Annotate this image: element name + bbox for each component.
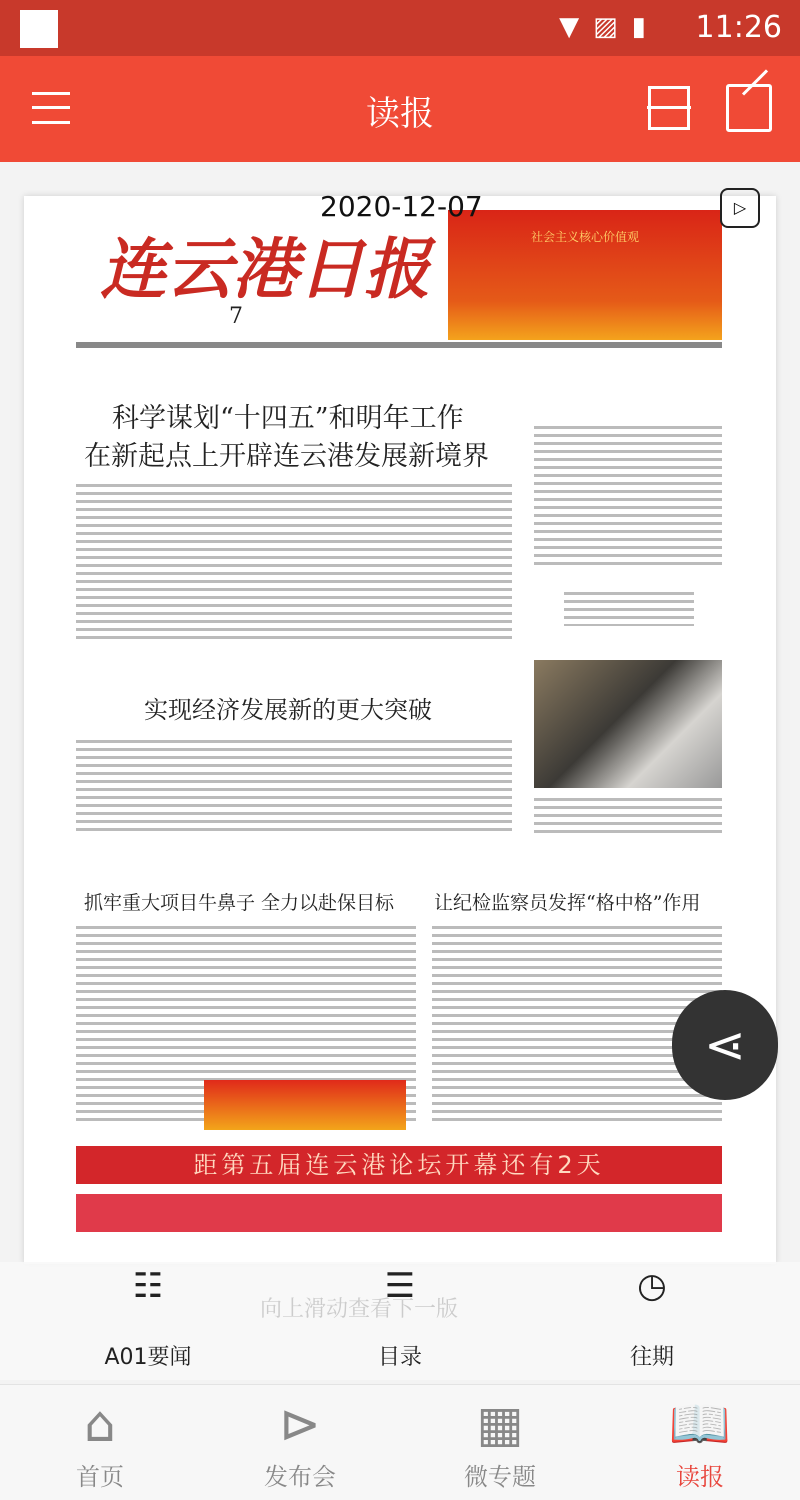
issue-date: 2020-12-07 (320, 190, 483, 223)
article-text[interactable] (534, 426, 722, 566)
book-icon: 📖 (668, 1395, 732, 1453)
tab-home[interactable] (0, 1391, 200, 1492)
swipe-hint: 向上滑动查看下一版 (260, 1297, 459, 1322)
ad-box (204, 1080, 406, 1130)
headline[interactable]: 在新起点上开辟连云港发展新境界 (84, 441, 489, 472)
bottom-nav (0, 1384, 800, 1500)
page-title: 读报 (366, 94, 434, 134)
bank-ad (76, 1194, 722, 1232)
external-edit-icon[interactable] (726, 84, 772, 132)
play-button[interactable]: ▷ (720, 188, 760, 228)
menu-list-icon: ☰ (384, 1266, 416, 1306)
page-tools (0, 1262, 800, 1380)
share-icon: ⋖ (704, 1016, 746, 1074)
article-text[interactable] (534, 798, 722, 838)
scan-icon[interactable] (648, 86, 690, 130)
clock-icon: ◷ (637, 1266, 667, 1306)
tab-press[interactable] (200, 1391, 400, 1492)
article-text[interactable] (564, 592, 694, 626)
tool-section[interactable] (48, 1262, 248, 1371)
article-text[interactable] (76, 484, 512, 640)
news-photo[interactable] (534, 660, 722, 788)
tab-label: 微专题 (464, 1463, 536, 1491)
divider (76, 342, 722, 348)
tool-label: A01要闻 (104, 1345, 192, 1370)
home-icon: ⌂ (84, 1395, 116, 1453)
tab-read-paper[interactable] (600, 1391, 800, 1492)
headline[interactable]: 抓牢重大项目牛鼻子 全力以赴保目标 (84, 892, 395, 914)
tab-label: 首页 (76, 1463, 124, 1491)
tool-archive[interactable] (552, 1262, 752, 1371)
notification-icon (20, 10, 58, 48)
tool-contents[interactable] (300, 1262, 500, 1371)
issue-number: 7 (229, 304, 243, 329)
headline[interactable]: 科学谋划“十四五”和明年工作 (112, 403, 464, 434)
newspaper-page[interactable] (24, 190, 776, 1264)
app-bar (0, 56, 800, 162)
clock: 11:26 (695, 10, 782, 45)
share-button[interactable] (672, 990, 778, 1100)
list-icon: ☷ (132, 1266, 164, 1306)
tool-label: 往期 (629, 1345, 674, 1370)
countdown-banner: 距第五届连云港论坛开幕还有2天 (76, 1146, 722, 1184)
signal-icons: ▼▨▮ (559, 12, 660, 42)
tab-label: 读报 (676, 1463, 724, 1491)
article-text[interactable] (76, 740, 512, 836)
play-circle-icon: ⊳ (279, 1395, 321, 1453)
banner-text: 社会主义核心价值观 (530, 230, 639, 244)
masthead: 连云港日报 (100, 230, 430, 308)
headline[interactable]: 让纪检监察员发挥“格中格”作用 (434, 892, 701, 914)
tab-topics[interactable] (400, 1391, 600, 1492)
banner-ad (448, 210, 722, 340)
tool-label: 目录 (377, 1345, 422, 1370)
tab-label: 发布会 (264, 1463, 336, 1491)
status-bar (0, 0, 800, 56)
headline[interactable]: 实现经济发展新的更大突破 (144, 696, 432, 724)
grid-icon: ▦ (476, 1395, 524, 1453)
